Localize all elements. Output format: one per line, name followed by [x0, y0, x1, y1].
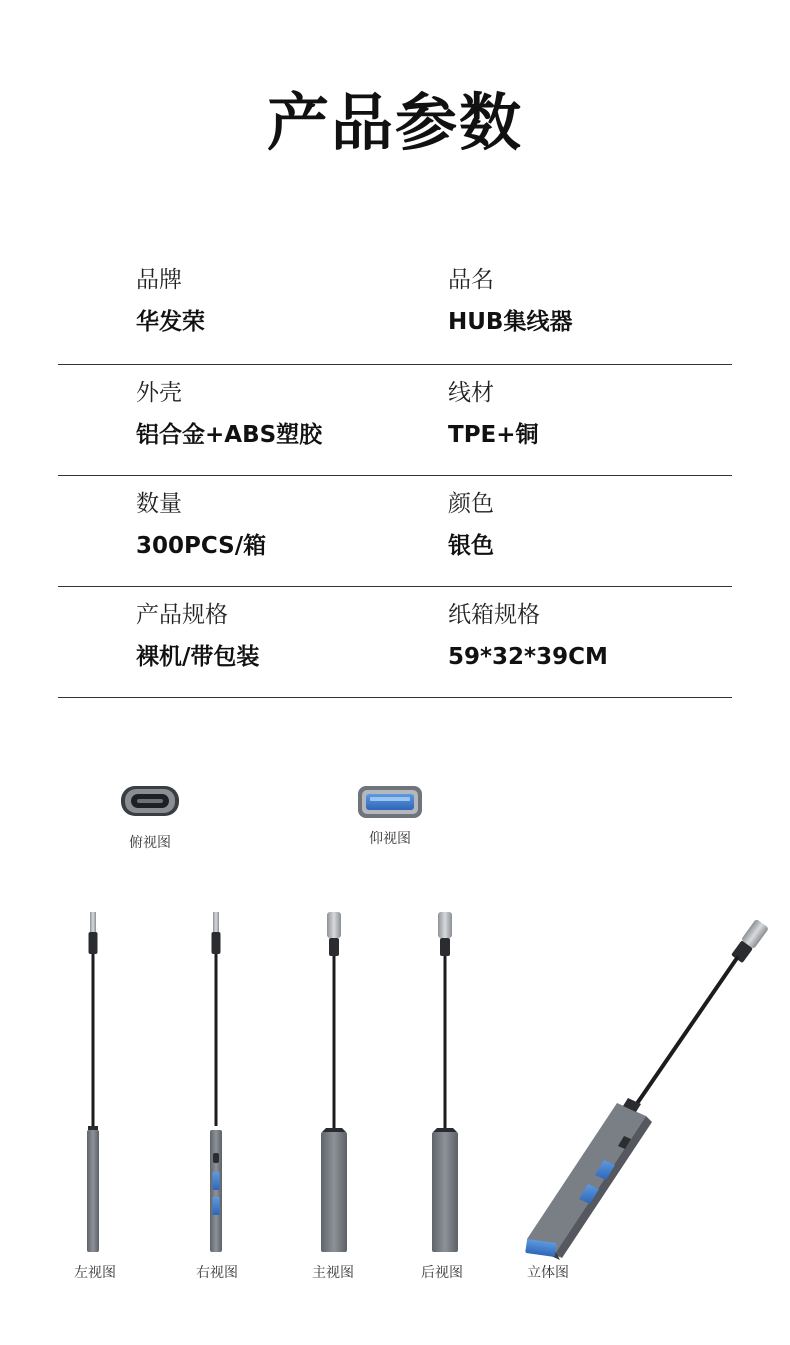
- spec-label: 数量: [136, 491, 182, 517]
- spec-row: [58, 252, 732, 365]
- spec-value: 裸机/带包装: [136, 644, 260, 670]
- spec-value: HUB集线器: [448, 309, 573, 335]
- spec-label: 外壳: [136, 380, 182, 406]
- caption-left-view: 左视图: [74, 1265, 116, 1281]
- isometric-view-hub: [525, 919, 769, 1260]
- spec-value: 300PCS/箱: [136, 533, 267, 559]
- spec-cell: [448, 379, 539, 449]
- spec-value: 华发荣: [136, 309, 205, 335]
- front-view-hub: [321, 912, 347, 1252]
- spec-cell: [448, 266, 572, 336]
- spec-value: 铝合金+ABS塑胶: [136, 422, 323, 448]
- spec-table: [58, 252, 732, 698]
- caption-right-view: 右视图: [196, 1265, 238, 1281]
- right-view-hub: [210, 912, 222, 1252]
- spec-label: 品名: [448, 267, 494, 293]
- caption-back-view: 后视图: [421, 1265, 463, 1281]
- spec-cell: [448, 601, 608, 671]
- spec-cell: [136, 379, 322, 449]
- spec-row: [58, 587, 732, 698]
- caption-front-view: 主视图: [312, 1265, 354, 1281]
- spec-value: TPE+铜: [448, 422, 539, 448]
- spec-value: 59*32*39CM: [448, 644, 608, 670]
- spec-label: 产品规格: [136, 602, 228, 628]
- spec-row: [58, 476, 732, 587]
- spec-row: [58, 365, 732, 476]
- bottom-view-usb-a-port: [358, 786, 422, 818]
- back-view-hub: [432, 912, 458, 1252]
- caption-iso-view: 立体图: [527, 1265, 569, 1281]
- spec-label: 颜色: [448, 491, 494, 517]
- page-title: 产品参数: [266, 86, 523, 159]
- caption-bottom-view: 仰视图: [369, 831, 411, 847]
- spec-value: 银色: [448, 533, 494, 559]
- spec-cell: [136, 490, 266, 560]
- caption-top-view: 俯视图: [129, 835, 171, 851]
- top-view-usb-c-port: [121, 786, 179, 816]
- spec-label: 纸箱规格: [448, 602, 540, 628]
- left-view-hub: [87, 912, 99, 1252]
- spec-cell: [136, 266, 205, 336]
- spec-label: 品牌: [136, 267, 182, 293]
- spec-label: 线材: [448, 380, 494, 406]
- spec-cell: [136, 601, 259, 671]
- spec-cell: [448, 490, 494, 560]
